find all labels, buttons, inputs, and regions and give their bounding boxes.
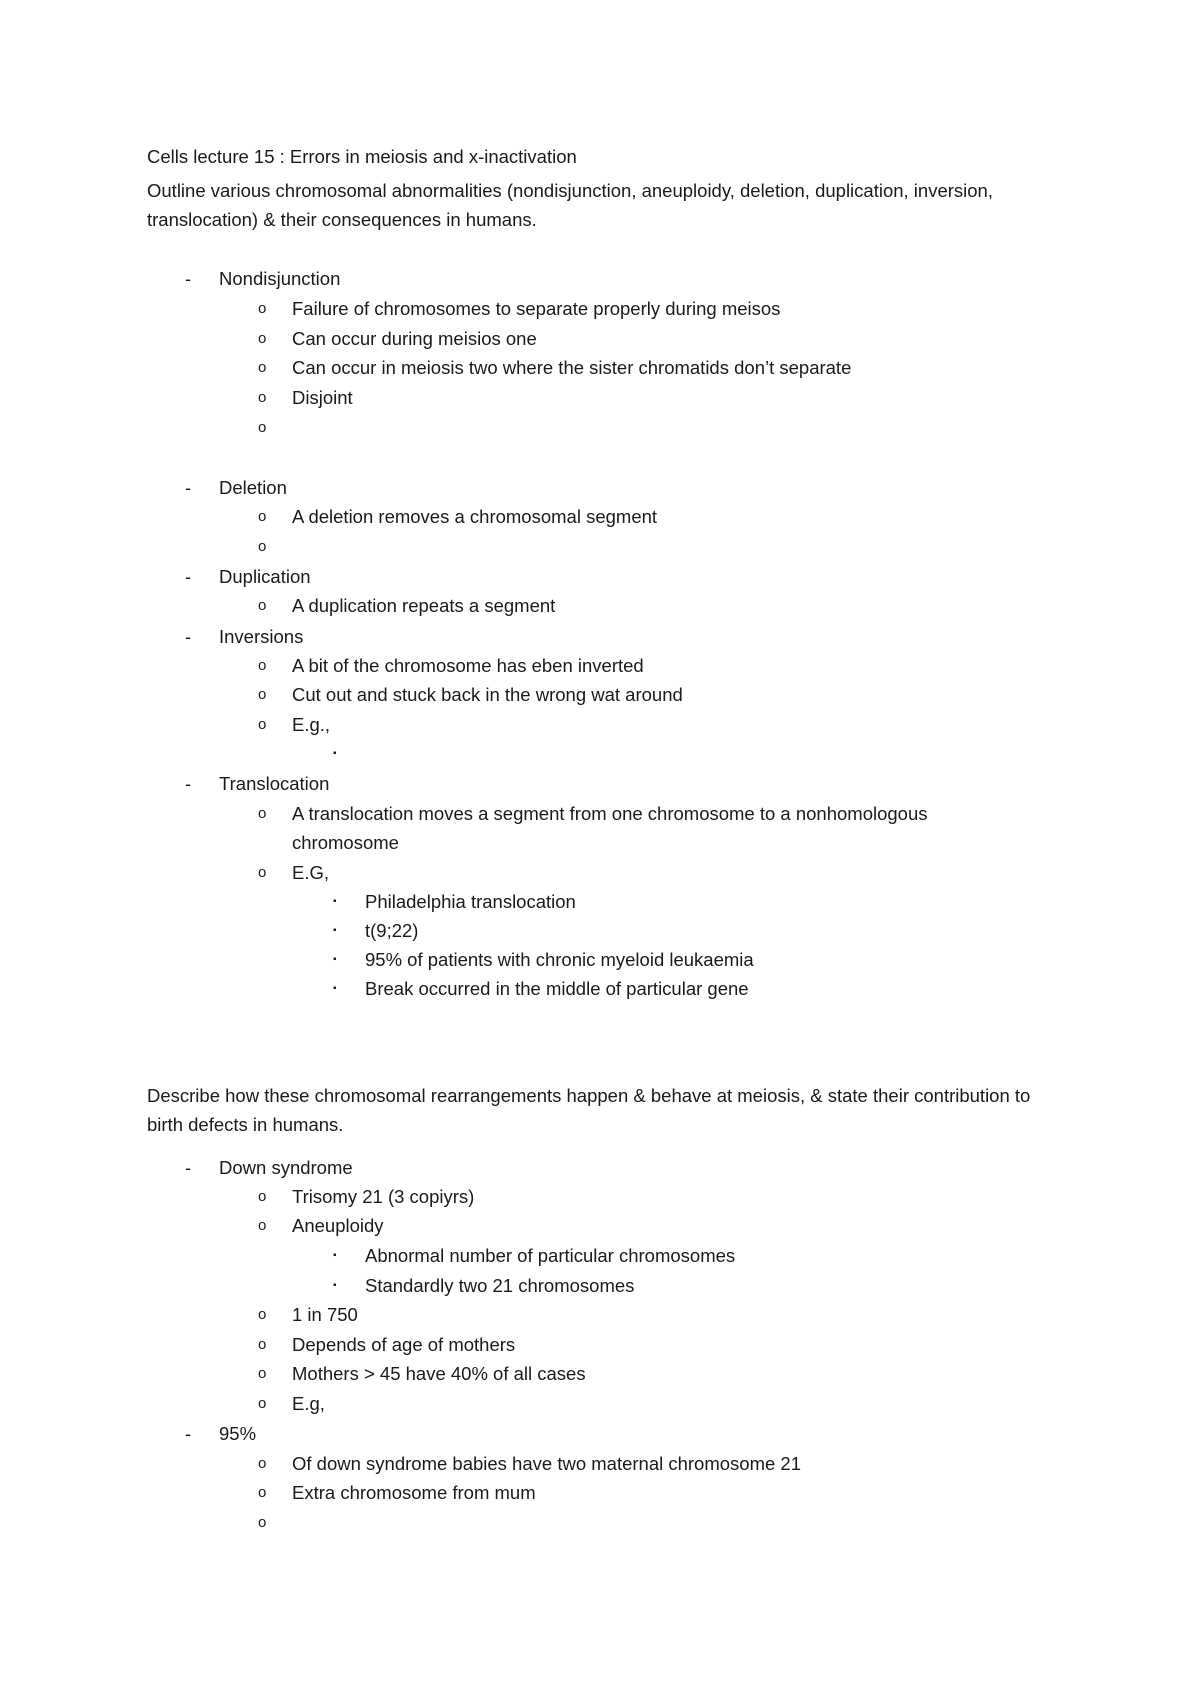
list-item-text: Can occur during meisios one — [292, 328, 537, 349]
list-item-text: Cut out and stuck back in the wrong wat around — [292, 684, 683, 705]
dash-bullet: - — [185, 566, 192, 587]
circle-bullet: o — [258, 657, 267, 674]
list-item-text: Disjoint — [292, 387, 353, 408]
circle-bullet: o — [258, 716, 267, 733]
dash-bullet: - — [185, 477, 192, 498]
list-item-text: 1 in 750 — [292, 1304, 358, 1325]
circle-bullet: o — [258, 419, 267, 436]
list-item-text: 95% of patients with chronic myeloid leukaemia — [365, 949, 754, 970]
list-item-text: E.g., — [292, 714, 331, 735]
list-item-text: Inversions — [219, 626, 304, 647]
list-item-text: E.G, — [292, 862, 330, 883]
circle-bullet: o — [258, 508, 267, 525]
circle-bullet: o — [258, 1188, 267, 1205]
circle-bullet: o — [258, 1455, 267, 1472]
list-item-text: t(9;22) — [365, 920, 419, 941]
circle-bullet: o — [258, 1514, 267, 1531]
circle-bullet: o — [258, 300, 267, 317]
list-item-text: A bit of the chromosome has eben inverted — [292, 655, 644, 676]
circle-bullet: o — [258, 597, 267, 614]
square-bullet-icon: ▪ — [333, 748, 337, 759]
list-item-text: Deletion — [219, 477, 287, 498]
dash-bullet: - — [185, 773, 192, 794]
circle-bullet: o — [258, 330, 267, 347]
list-item-text: Standardly two 21 chromosomes — [365, 1275, 635, 1296]
list-item-text: A duplication repeats a segment — [292, 595, 556, 616]
square-bullet-icon: ▪ — [333, 896, 337, 907]
square-bullet-icon: ▪ — [333, 1250, 337, 1261]
list-item-text: Translocation — [219, 773, 330, 794]
circle-bullet: o — [258, 686, 267, 703]
square-bullet-icon: ▪ — [333, 983, 337, 994]
square-bullet-icon: ▪ — [333, 1280, 337, 1291]
square-bullet-icon: ▪ — [333, 925, 337, 936]
dash-bullet: - — [185, 268, 192, 289]
circle-bullet: o — [258, 359, 267, 376]
list-item-text: Of down syndrome babies have two maternal chromosome 21 — [292, 1453, 802, 1474]
list-item-text: Depends of age of mothers — [292, 1334, 516, 1355]
list-item-text: Mothers > 45 have 40% of all cases — [292, 1363, 586, 1384]
circle-bullet: o — [258, 1365, 267, 1382]
list-item-text: Philadelphia translocation — [365, 891, 576, 912]
list-item-text: Break occurred in the middle of particular gene — [365, 978, 749, 999]
list-item-text: Trisomy 21 (3 copiyrs) — [292, 1186, 475, 1207]
circle-bullet: o — [258, 864, 267, 881]
list-item-text: Abnormal number of particular chromosomes — [365, 1245, 736, 1266]
list-item-text: Duplication — [219, 566, 311, 587]
circle-bullet: o — [258, 1336, 267, 1353]
list-item-text: A deletion removes a chromosomal segment — [292, 506, 658, 527]
circle-bullet: o — [258, 1217, 267, 1234]
list-item-text: Can occur in meiosis two where the sister chromatids don’t separate — [292, 357, 852, 378]
list-item-text: Aneuploidy — [292, 1215, 384, 1236]
section-2-heading: Describe how these chromosomal rearrangements happen & behave at meiosis, & state their contribution to birth defects in humans. — [147, 1085, 1031, 1135]
list-item-text: A translocation moves a segment from one chromosome to a nonhomologous — [292, 803, 928, 824]
dash-bullet: - — [185, 626, 192, 647]
list-item-text: Failure of chromosomes to separate properly during meisos — [292, 298, 781, 319]
list-item-text: E.g, — [292, 1393, 325, 1414]
dash-bullet: - — [185, 1423, 192, 1444]
circle-bullet: o — [258, 1484, 267, 1501]
list-item-text: 95% — [219, 1423, 257, 1444]
list-item-text: Extra chromosome from mum — [292, 1482, 536, 1503]
section-1-heading: Outline various chromosomal abnormalities (nondisjunction, aneuploidy, deletion, duplication, inversion, translocation) & their consequences in humans. — [147, 180, 993, 230]
list-item-text: Down syndrome — [219, 1157, 353, 1178]
circle-bullet: o — [258, 538, 267, 555]
list-item-text: Nondisjunction — [219, 268, 341, 289]
circle-bullet: o — [258, 389, 267, 406]
dash-bullet: - — [185, 1157, 192, 1178]
circle-bullet: o — [258, 805, 267, 822]
square-bullet-icon: ▪ — [333, 954, 337, 965]
page-title: Cells lecture 15 : Errors in meiosis and x-inactivation — [147, 146, 577, 167]
circle-bullet: o — [258, 1395, 267, 1412]
circle-bullet: o — [258, 1306, 267, 1323]
list-item-text: chromosome — [292, 832, 399, 853]
